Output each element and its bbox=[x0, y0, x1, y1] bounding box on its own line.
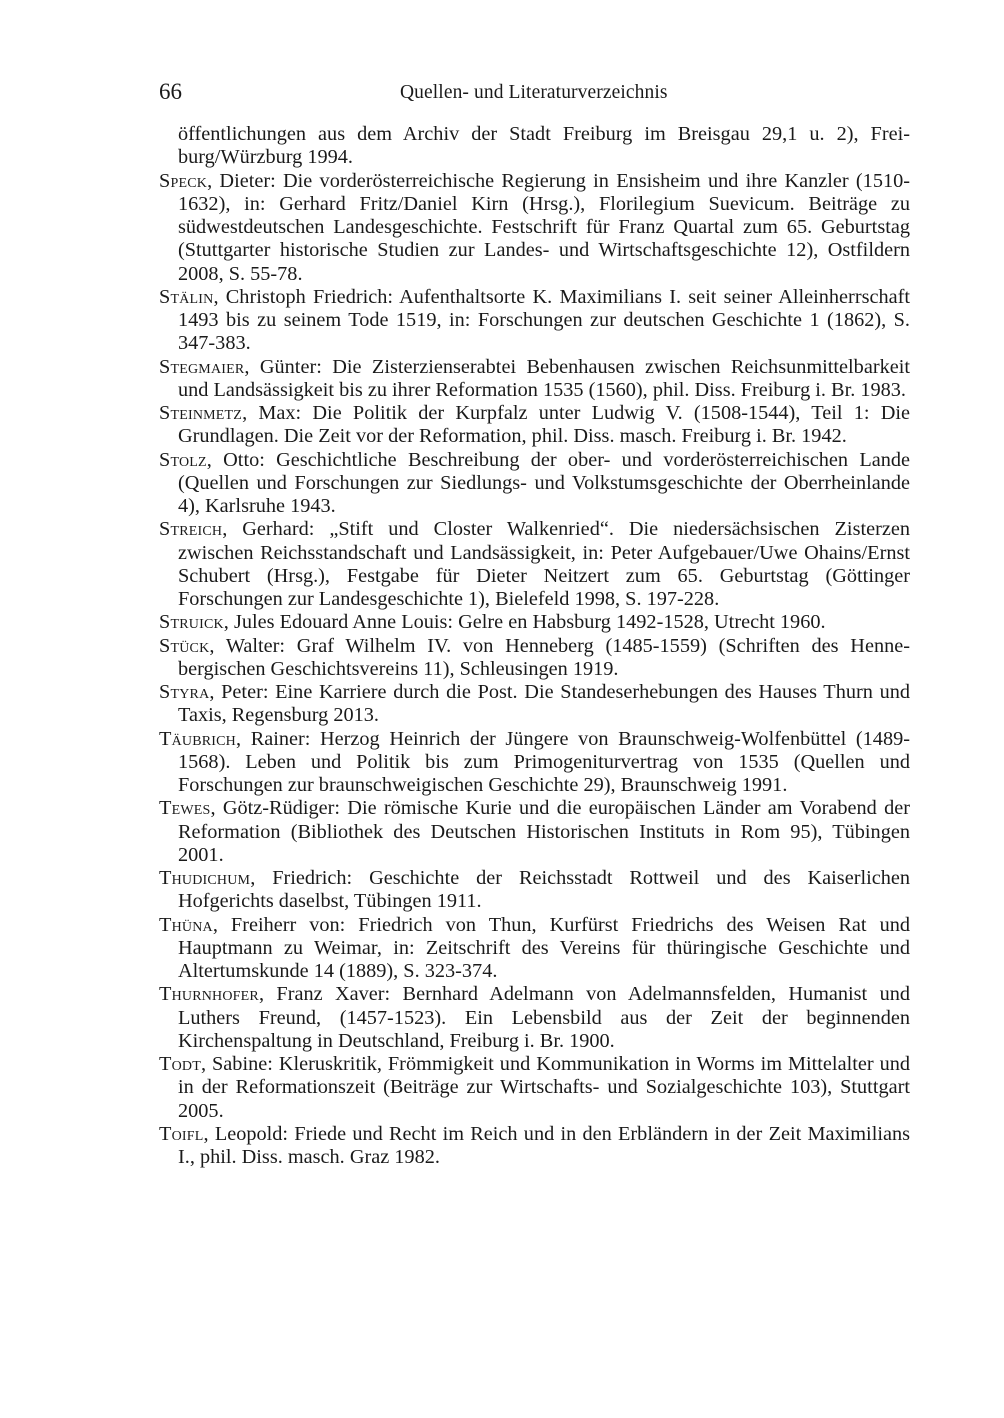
entry-author: Thudichum bbox=[159, 867, 251, 889]
bibliography-entry-toifl bbox=[159, 1123, 910, 1170]
bibliography-entry-stolz bbox=[159, 449, 910, 519]
entry-text: , Leopold: Friede und Recht im Reich und in den Erbländern in der Zeit Maximilians I., phil. Diss. masch. Graz 1982. bbox=[178, 1122, 910, 1168]
entry-author: Steinmetz bbox=[159, 402, 243, 424]
bibliography-entry-struick bbox=[159, 611, 910, 634]
entry-text: , Franz Xaver: Bernhard Adelmann von Adelmannsfelden, Humanist und Luthers Freund, (1457-1523). Ein Lebensbild aus der Zeit der beginnenden Kirchenspaltung in Deutschland, Freiburg i. Br. 1900. bbox=[178, 983, 910, 1052]
bibliography-entry-thudichum bbox=[159, 867, 910, 914]
entry-author: Streich bbox=[159, 518, 223, 541]
bibliography-entry-thurnhofer bbox=[159, 983, 910, 1053]
bibliography-entry-steinmetz bbox=[159, 402, 910, 449]
entry-author: Stolz bbox=[159, 448, 207, 471]
entry-text: , Otto: Geschichtliche Beschreibung der ober- und vorderösterreichischen Lande (Quellen und Forschungen zur Siedlungs- und Volkstumsgeschichte der Oberrheinlande 4), Karlsruhe 1943. bbox=[178, 448, 910, 517]
entry-author: Thurnhofer bbox=[159, 983, 259, 1006]
running-title: Quellen- und Literaturverzeichnis bbox=[400, 82, 668, 103]
entry-author: Thüna bbox=[159, 913, 213, 936]
entry-text: , Freiherr von: Friedrich von Thun, Kurfürst Friedrichs des Weisen Rat und Hauptmann zu Weimar, in: Zeitschrift des Vereins für thüringische Geschichte und Altertumskunde 14 (1889), S. 323-374. bbox=[178, 913, 910, 982]
entry-author: Stück bbox=[159, 634, 210, 657]
entry-text: , Walter: Graf Wilhelm IV. von Henneberg (1485-1559) (Schriften des Hennebergischen Geschichtsvereins 11), Schleusingen 1919. bbox=[178, 634, 910, 680]
entry-text: öffentlichungen aus dem Archiv der Stadt Freiburg im Breisgau 29,1 u. 2), Freiburg/Würzburg 1994. bbox=[178, 123, 910, 169]
bibliography-entry-streich bbox=[159, 518, 910, 611]
bibliography-entry-thuena bbox=[159, 914, 910, 984]
entry-text: , Götz-Rüdiger: Die römische Kurie und die europäischen Länder am Vorabend der Reformation (Bibliothek des Deutschen Historischen Instituts in Rom 95), Tübingen 2001. bbox=[178, 797, 910, 866]
entry-text: , Rainer: Herzog Heinrich der Jüngere von Braunschweig-Wolfenbüttel (1489-1568). Leben und Politik bis zum Primogeniturvertrag von 1535 (Quellen und Forschungen zur braunschweigischen Geschichte 29), Braunschweig 1991. bbox=[178, 727, 910, 796]
entry-text: , Jules Edouard Anne Louis: Gelre en Habsburg 1492-1528, Utrecht 1960. bbox=[223, 611, 826, 634]
entry-author: Stälin bbox=[159, 285, 214, 308]
entry-author: Todt bbox=[159, 1053, 201, 1075]
entry-author: Stegmaier bbox=[159, 355, 245, 378]
bibliography-entry-stueck bbox=[159, 635, 910, 682]
entry-text: , Dieter: Die vorderösterreichische Regierung in Ensisheim und ihre Kanzler (1510-1632), in: Gerhard Fritz/Daniel Kirn (Hrsg.), Florilegium Suevicum. Beiträge zu südwestdeutschen Landesgeschichte. Festschrift für Franz Quartal zum 65. Geburtstag (Stuttgarter historische Studien zur Landes- und Wirtschaftsgeschichte 12), Ostfildern 2008, S. 55-78. bbox=[178, 169, 910, 285]
bibliography-list bbox=[159, 123, 910, 1169]
entry-author: Täubrich bbox=[159, 727, 236, 750]
entry-text: , Günter: Die Zisterzienserabtei Bebenhausen zwischen Reichsunmittelbarkeit und Landsässigkeit bis zu ihrer Reformation 1535 (1560), phil. Diss. Freiburg i. Br. 1983. bbox=[178, 355, 910, 401]
entry-text: , Gerhard: „Stift und Closter Walkenried“. Die niedersächsischen Zisterzen zwischen Reichsstandschaft und Landsässigkeit, in: Peter Aufgebauer/Uwe Ohains/Ernst Schubert (Hrsg.), Festgabe für Dieter Neitzert zum 65. Geburtstag (Göttinger Forschungen zur Landesgeschichte 1), Bielefeld 1998, S. 197-228. bbox=[178, 518, 910, 610]
entry-text: , Sabine: Kleruskritik, Frömmigkeit und Kommunikation in Worms im Mittelalter und in der Reformationszeit (Beiträge zur Wirtschafts- und Sozialgeschichte 103), Stuttgart 2005. bbox=[178, 1053, 910, 1122]
entry-text: , Friedrich: Geschichte der Reichsstadt Rottweil und des Kaiserlichen Hofgerichts daselbst, Tübingen 1911. bbox=[178, 867, 910, 913]
entry-author: Tewes bbox=[159, 797, 211, 820]
bibliography-entry-staelin bbox=[159, 286, 910, 356]
entry-text: , Max: Die Politik der Kurpfalz unter Ludwig V. (1508-1544), Teil 1: Die Grundlagen. Die Zeit vor der Reformation, phil. Diss. masch. Freiburg i. Br. 1942. bbox=[178, 402, 910, 448]
bibliography-entry-continued bbox=[159, 123, 910, 170]
bibliography-entry-styra bbox=[159, 681, 910, 728]
page-number: 66 bbox=[159, 79, 182, 104]
entry-author: Struick bbox=[159, 611, 224, 634]
entry-author: Speck bbox=[159, 169, 208, 192]
bibliography-entry-speck bbox=[159, 170, 910, 286]
entry-author: Toifl bbox=[159, 1122, 204, 1145]
entry-text: , Christoph Friedrich: Aufenthaltsorte K. Maximilians I. seit seiner Alleinherrschaft 1493 bis zu seinem Tode 1519, in: Forschungen zur deutschen Geschichte 1 (1862), S. 347-383. bbox=[178, 285, 910, 355]
entry-text: , Peter: Eine Karriere durch die Post. Die Standeserhebungen des Hauses Thurn und Taxis, Regensburg 2013. bbox=[178, 681, 910, 727]
bibliography-entry-tewes bbox=[159, 797, 910, 867]
bibliography-entry-stegmaier bbox=[159, 356, 910, 403]
bibliography-entry-taeubrich bbox=[159, 728, 910, 798]
bibliography-entry-todt bbox=[159, 1053, 910, 1123]
entry-author: Styra bbox=[159, 681, 210, 703]
